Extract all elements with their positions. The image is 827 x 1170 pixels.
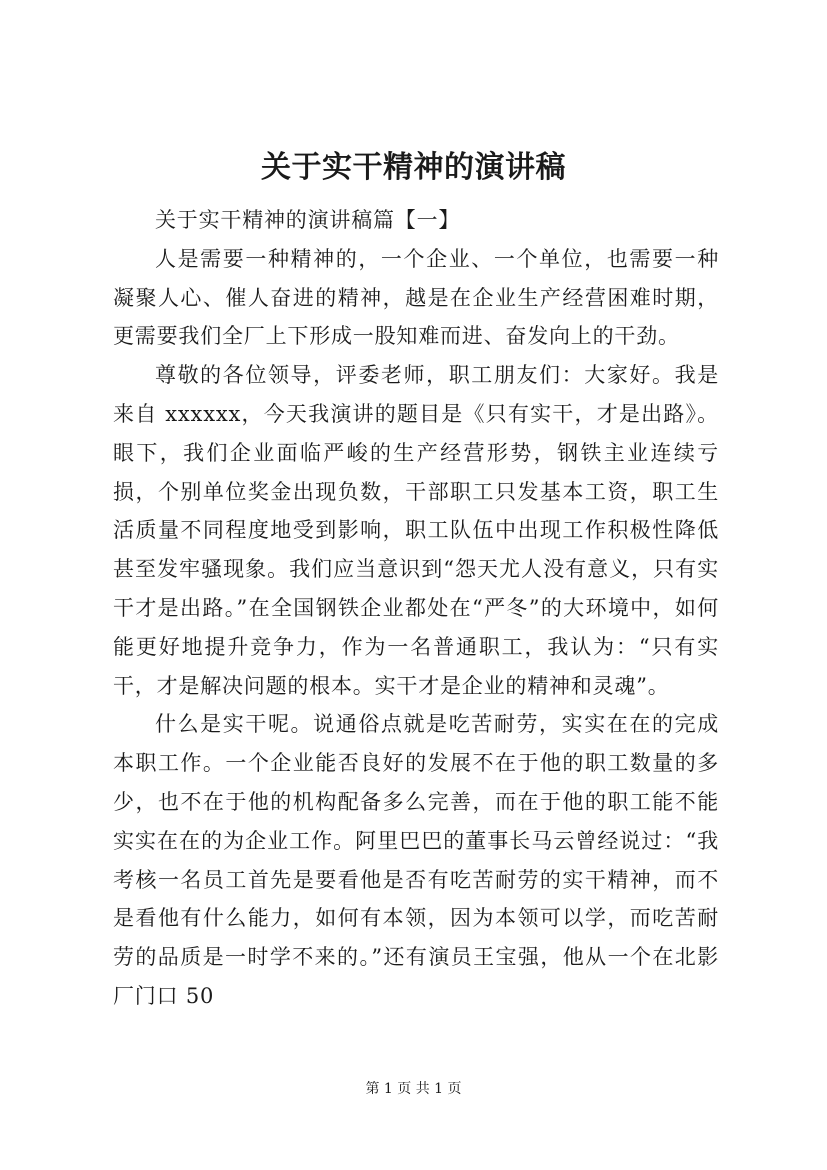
paragraph-2: 尊敬的各位领导，评委老师，职工朋友们：大家好。我是来自 xxxxxx，今天我演讲的题目是《只有实干，才是出路》。眼下，我们企业面临严峻的生产经营形势，钢铁主业连续亏损，个别单位奖金出现负数，干部职工只发基本工资，职工生活质量不同程度地受到影响，职工队伍中出现工作积极性降低甚至发牢骚现象。我们应当意识到“怨天尤人没有意义，只有实干才是出路。”在全国钢铁企业都处在“严冬”的大环境中，如何能更好地提升竞争力，作为一名普通职工，我认为：“只有实干，才是解决问题的根本。实干才是企业的精神和灵魂”。	[113, 363, 719, 698]
paragraph-3: 什么是实干呢。说通俗点就是吃苦耐劳，实实在在的完成本职工作。一个企业能否良好的发展不在于他的职工数量的多少，也不在于他的机构配备多么完善，而在于他的职工能不能实实在在的为企业工作。阿里巴巴的董事长马云曾经说过：“我考核一名员工首先是要看他是否有吃苦耐劳的实干精神，而不是看他有什么能力，如何有本领，因为本领可以学，而吃苦耐劳的品质是一时学不来的。”还有演员王宝强，他从一个在北影厂门口 50	[113, 712, 719, 1008]
paragraph-1: 人是需要一种精神的，一个企业、一个单位，也需要一种凝聚人心、催人奋进的精神，越是在企业生产经营困难时期，更需要我们全厂上下形成一股知难而进、奋发向上的干劲。	[113, 246, 719, 349]
page-title: 关于实干精神的演讲稿	[261, 150, 566, 185]
page-footer: 第 1 页 共 1 页	[365, 1081, 462, 1097]
section-subheading: 关于实干精神的演讲稿篇【一】	[155, 208, 461, 232]
document-body	[113, 201, 719, 1016]
